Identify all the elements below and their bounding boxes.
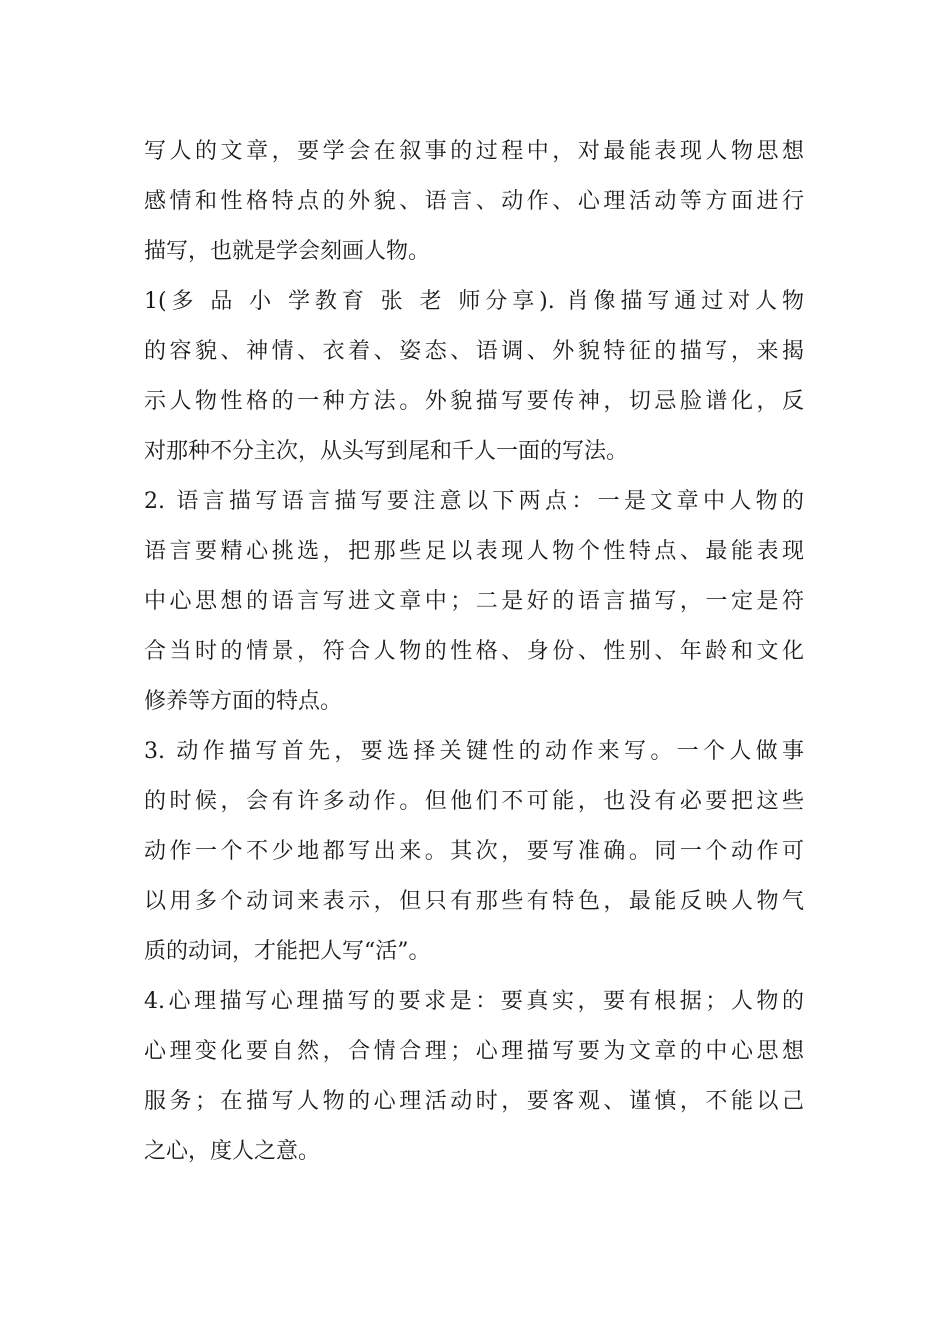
text-line: 2. 语言描写语言描写要注意以下两点：一是文章中人物的 <box>144 489 804 514</box>
text-line: 服务；在描写人物的心理活动时，要客观、谨慎，不能以己 <box>144 1089 804 1114</box>
text-line: 1(多 品 小 学教育 张 老 师分享). 肖像描写通过对人物 <box>144 289 804 314</box>
paragraph-portrait-description <box>144 277 804 477</box>
text-line: 写人的文章，要学会在叙事的过程中，对最能表现人物思想 <box>144 139 804 164</box>
text-line: 的时候，会有许多动作。但他们不可能，也没有必要把这些 <box>144 789 804 814</box>
text-line: 描写，也就是学会刻画人物。 <box>144 239 431 264</box>
text-line: 动作一个不少地都写出来。其次，要写准确。同一个动作可 <box>144 839 804 864</box>
paragraph-action-description <box>144 727 804 977</box>
paragraph-language-description <box>144 477 804 727</box>
text-line: 4.心理描写心理描写的要求是：要真实，要有根据；人物的 <box>144 989 804 1014</box>
text-line: 合当时的情景，符合人物的性格、身份、性别、年龄和文化 <box>144 639 804 664</box>
text-line: 心理变化要自然，合情合理；心理描写要为文章的中心思想 <box>144 1039 804 1064</box>
text-line: 示人物性格的一种方法。外貌描写要传神，切忌脸谱化，反 <box>144 389 804 414</box>
text-line: 质的动词，才能把人写“活”。 <box>144 939 431 964</box>
paragraph-psychological-description <box>144 977 804 1177</box>
text-line: 的容貌、神情、衣着、姿态、语调、外貌特征的描写，来揭 <box>144 339 804 364</box>
text-line: 以用多个动词来表示，但只有那些有特色，最能反映人物气 <box>144 889 804 914</box>
text-line: 语言要精心挑选，把那些足以表现人物个性特点、最能表现 <box>144 539 804 564</box>
text-line: 修养等方面的特点。 <box>144 689 343 714</box>
text-line: 对那种不分主次，从头写到尾和千人一面的写法。 <box>144 439 629 464</box>
text-line: 中心思想的语言写进文章中；二是好的语言描写，一定是符 <box>144 589 804 614</box>
document-body <box>144 127 804 1177</box>
text-line: 之心，度人之意。 <box>144 1139 321 1164</box>
paragraph-intro <box>144 127 804 277</box>
text-line: 3. 动作描写首先，要选择关键性的动作来写。一个人做事 <box>144 739 804 764</box>
text-line: 感情和性格特点的外貌、语言、动作、心理活动等方面进行 <box>144 189 804 214</box>
